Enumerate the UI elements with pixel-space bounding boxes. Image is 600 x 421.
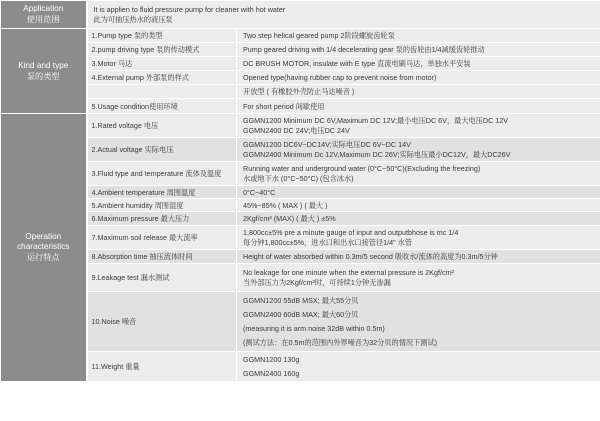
- operation-key: [87, 212, 237, 226]
- operation-row: [1, 199, 600, 212]
- operation-value: [237, 226, 600, 250]
- operation-value: [237, 162, 600, 186]
- operation-value-line: No leakage for one minute when the external pressure is 2Kgf/cm²: [243, 268, 454, 277]
- operation-label-en: Operation characteristics: [17, 232, 70, 251]
- kind-row: [1, 43, 600, 57]
- operation-value-line: 2Kgf/cm² (MAX) ( 最大 ) ±5%: [243, 214, 336, 223]
- kind-key: [87, 85, 237, 99]
- operation-row: [1, 264, 600, 292]
- operation-key: [87, 226, 237, 250]
- kind-value: Two step helical geared pump 2阶段螺旋齿轮泵: [237, 29, 600, 43]
- operation-value: [237, 264, 600, 292]
- kind-row: [1, 99, 600, 114]
- operation-key: [87, 162, 237, 186]
- operation-key-text: 10.Noise 噪音: [91, 317, 137, 326]
- operation-value: [237, 114, 600, 138]
- kind-value: DC BRUSH MOTOR, insulate with E type 直流电刷马达，单独水平安装: [237, 57, 600, 71]
- application-line: It is applien to fluid pressure pump for cleaner with hot water: [93, 5, 286, 14]
- kind-value: 开放型 ( 有橡胶外壳防止马达噪音 ): [237, 85, 600, 99]
- operation-key-text: 4.Ambient temperature 周围温度: [91, 187, 196, 197]
- operation-row: [1, 212, 600, 226]
- operation-value-line: 45%~85% ( MAX ) ( 最大 ): [243, 200, 328, 210]
- operation-key: [87, 292, 237, 352]
- operation-value: [237, 352, 600, 382]
- operation-row: [1, 186, 600, 199]
- operation-value-line: GGMN2400 60dB MAX; 最大60分贝: [243, 310, 359, 319]
- kind-value: Opened type(having rubber cap to prevent noise from motor): [237, 71, 600, 85]
- kind-key: 4.External pump 外部泵的样式: [87, 71, 237, 85]
- operation-value: [237, 292, 600, 352]
- operation-row: [1, 250, 600, 264]
- kind-row: [1, 85, 600, 99]
- operation-value-line: GGMN2400 Minimum Dc 12V,Maximum DC 26V;实际电压最小DC12V，最大DC26V: [243, 150, 511, 159]
- operation-key-text: 11.Weight 重量: [91, 362, 140, 371]
- operation-key-text: 8.Absorption time 抽压流体时间: [91, 252, 193, 261]
- kind-label-en: Kind and type: [18, 60, 69, 70]
- operation-value: [237, 199, 600, 212]
- operation-value-line: GGMN1200 Minimum DC 6V,Maximum DC 12V;最小电压DC 6V，最大电压DC 12V: [243, 116, 509, 125]
- operation-key-text: 6.Maximum pressure 最大压力: [91, 214, 190, 223]
- operation-value-line: 每分钟1,800cc±5%，进水口和出水口接管径1/4" 水管: [243, 238, 413, 247]
- operation-key: [87, 199, 237, 212]
- kind-row: [1, 57, 600, 71]
- operation-value: [237, 212, 600, 226]
- kind-key: 5.Usage condition使用环境: [87, 99, 237, 114]
- application-label: [1, 1, 87, 29]
- application-line: 此为可抽压热水的液压泵: [93, 15, 173, 24]
- operation-key: [87, 352, 237, 382]
- operation-key-text: 3.Fluid type and temperature 流体及温度: [91, 169, 222, 178]
- operation-key-text: 9.Leakage test 漏水测试: [91, 273, 170, 282]
- operation-value-line: 1,800cc±5% pre a minute gauge of input and outputbhose is mc 1/4: [243, 228, 459, 237]
- operation-row: [1, 114, 600, 138]
- application-label-en: Application: [23, 4, 64, 13]
- kind-label: [1, 29, 87, 114]
- operation-value-line: Height of water absorbed within 0.3m/5 second 吸收水/流体的高度为0.3m/5分钟: [243, 252, 498, 261]
- operation-row: [1, 292, 600, 352]
- operation-key: [87, 138, 237, 162]
- operation-label: [1, 114, 87, 382]
- operation-row: [1, 226, 600, 250]
- operation-row: [1, 162, 600, 186]
- kind-row: [1, 71, 600, 85]
- operation-row: [1, 352, 600, 382]
- kind-label-cn: 泵的类型: [26, 71, 60, 81]
- operation-value-line: 0°C~40°C: [243, 187, 276, 197]
- operation-key: [87, 250, 237, 264]
- operation-value-line: (测试方法：在0.5m的范围内外界噪音为32分贝的情况下测试): [243, 338, 438, 347]
- operation-key-text: 2.Actual voltage 实际电压: [91, 145, 174, 154]
- kind-key: 2.pump driving type 泵的传动模式: [87, 43, 237, 57]
- kind-row: [1, 29, 600, 43]
- operation-row: [1, 138, 600, 162]
- operation-value-line: Running water and underground water (0°C~50°C)(Excluding the freezing): [243, 164, 481, 173]
- application-row: [1, 1, 600, 29]
- operation-value-line: GGMN2400 160g: [243, 369, 300, 378]
- application-value: [87, 1, 600, 29]
- operation-key-text: 7.Maximum soil release 最大流率: [91, 233, 198, 242]
- operation-value-line: 当外部压力为2Kgf/cm²时，可持续1分钟无渗漏: [243, 278, 391, 287]
- operation-key-text: 5.Ambient humidity 周围湿度: [91, 200, 184, 210]
- operation-label-cn: 运行特点: [26, 253, 60, 262]
- operation-value-line: GGMN1200 130g: [243, 355, 300, 364]
- operation-value-line: (measuring it is arm noise 32dB within 0.5m): [243, 324, 385, 333]
- application-label-cn: 使用范围: [26, 15, 60, 24]
- operation-value: [237, 186, 600, 199]
- kind-value: For short period 间歇使用: [237, 99, 600, 114]
- operation-value-line: 水或地下水 (0°C~50°C) (包含冰水): [243, 174, 354, 183]
- operation-key: [87, 186, 237, 199]
- operation-key-text: 1.Rated voltage 电压: [91, 121, 159, 130]
- operation-key: [87, 114, 237, 138]
- kind-value: Pump geared driving with 1/4 decelerating gear 泵的齿轮由1/4减缓齿轮推动: [237, 43, 600, 57]
- operation-value-line: GGMN1200 DC6V~DC14V;实际电压DC 6V~DC 14V: [243, 140, 411, 149]
- operation-value-line: GGMN1200 55dB MSX; 最大55分贝: [243, 296, 359, 305]
- kind-key: 1.Pump type 泵的类型: [87, 29, 237, 43]
- operation-value: [237, 250, 600, 264]
- operation-value-line: GGMN2400 DC 24V;电压DC 24V: [243, 126, 350, 135]
- operation-key: [87, 264, 237, 292]
- kind-key: 3.Motor 马达: [87, 57, 237, 71]
- operation-value: [237, 138, 600, 162]
